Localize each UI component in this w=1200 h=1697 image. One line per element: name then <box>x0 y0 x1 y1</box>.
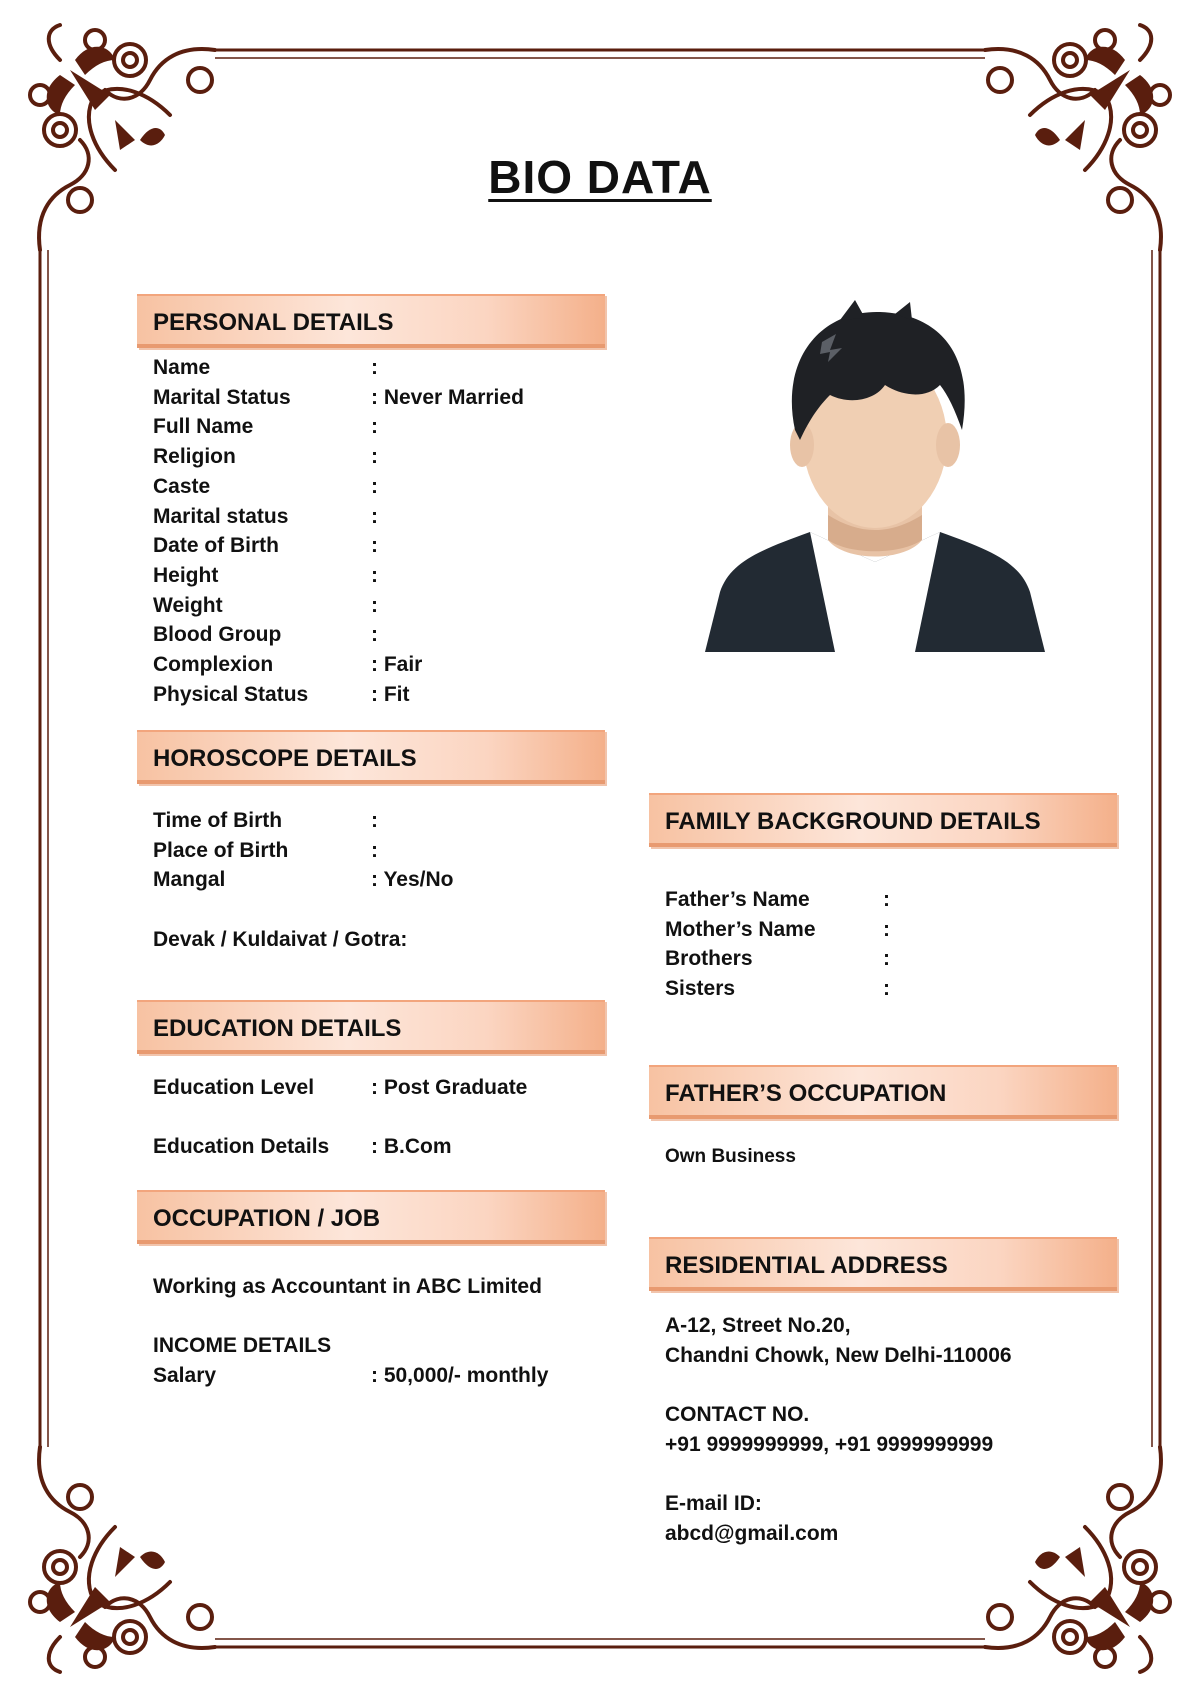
personal-detail-label: Physical Status <box>153 682 309 706</box>
education-detail-value: : B.Com <box>371 1135 452 1158</box>
education-detail-value: : Post Graduate <box>371 1076 528 1099</box>
personal-detail-value: : <box>371 445 378 469</box>
personal-detail-label: Full Name <box>153 415 254 439</box>
page-title: BIO DATA <box>488 151 712 203</box>
salary-label: Salary <box>153 1364 217 1387</box>
personal-detail-label: Complexion <box>153 653 274 676</box>
horoscope-detail-value: : <box>371 838 378 862</box>
personal-detail-value: : <box>371 623 378 647</box>
email-label: E-mail ID: <box>665 1492 762 1515</box>
income-details-heading: INCOME DETAILS <box>153 1334 332 1357</box>
father-occupation-text: Own Business <box>665 1146 796 1167</box>
personal-detail-label: Caste <box>153 474 211 498</box>
personal-detail-value: : <box>371 504 378 528</box>
horoscope-detail-value: : <box>371 809 378 832</box>
family-detail-value: : <box>883 888 890 911</box>
family-detail-value: : <box>883 947 890 971</box>
education-detail-label: Education Details <box>153 1135 330 1158</box>
personal-detail-label: Marital status <box>153 504 289 528</box>
occupation-text: Working as Accountant in ABC Limited <box>153 1275 542 1298</box>
personal-detail-label: Height <box>153 563 219 587</box>
contact-value: +91 9999999999, +91 9999999999 <box>665 1433 994 1456</box>
contact-label: CONTACT NO. <box>665 1403 810 1426</box>
personal-detail-label: Weight <box>153 593 223 617</box>
family-detail-label: Mother’s Name <box>665 917 816 941</box>
personal-detail-value: : <box>371 593 378 617</box>
education-details-header: EDUCATION DETAILS <box>137 1000 605 1054</box>
personal-detail-value: : Never Married <box>371 385 524 409</box>
horoscope-detail-label: Place of Birth <box>153 838 289 862</box>
family-detail-label: Father’s Name <box>665 888 810 911</box>
personal-detail-label: Name <box>153 356 211 379</box>
gotra-label: Devak / Kuldaivat / Gotra: <box>153 928 408 951</box>
profile-avatar <box>700 300 1050 660</box>
personal-detail-value: : <box>371 356 378 379</box>
personal-detail-label: Date of Birth <box>153 534 279 558</box>
personal-detail-label: Marital Status <box>153 385 291 409</box>
family-detail-label: Sisters <box>665 977 736 1001</box>
horoscope-detail-label: Time of Birth <box>153 809 283 832</box>
personal-detail-label: Blood Group <box>153 623 282 647</box>
personal-detail-value: : <box>371 563 378 587</box>
email-value: abcd@gmail.com <box>665 1522 839 1545</box>
horoscope-detail-label: Mangal <box>153 868 226 892</box>
personal-detail-value: : Fit <box>371 682 410 706</box>
family-detail-value: : <box>883 917 890 941</box>
address-line-2: Chandni Chowk, New Delhi-110006 <box>665 1344 1012 1367</box>
occupation-header: OCCUPATION / JOB <box>137 1190 605 1244</box>
personal-details-header: PERSONAL DETAILS <box>137 294 605 348</box>
residential-address-header: RESIDENTIAL ADDRESS <box>649 1237 1117 1291</box>
horoscope-detail-value: : Yes/No <box>371 868 454 892</box>
family-detail-value: : <box>883 977 890 1001</box>
salary-value: : 50,000/- monthly <box>371 1364 549 1387</box>
personal-detail-value: : <box>371 415 378 439</box>
personal-detail-value: : <box>371 534 378 558</box>
family-detail-label: Brothers <box>665 947 753 971</box>
personal-detail-label: Religion <box>153 445 236 469</box>
personal-detail-value: : Fair <box>371 653 423 676</box>
education-detail-label: Education Level <box>153 1076 315 1099</box>
family-background-header: FAMILY BACKGROUND DETAILS <box>649 793 1117 847</box>
address-line-1: A-12, Street No.20, <box>665 1314 851 1337</box>
father-occupation-header: FATHER’S OCCUPATION <box>649 1065 1117 1119</box>
horoscope-details-header: HOROSCOPE DETAILS <box>137 730 605 784</box>
personal-detail-value: : <box>371 474 378 498</box>
